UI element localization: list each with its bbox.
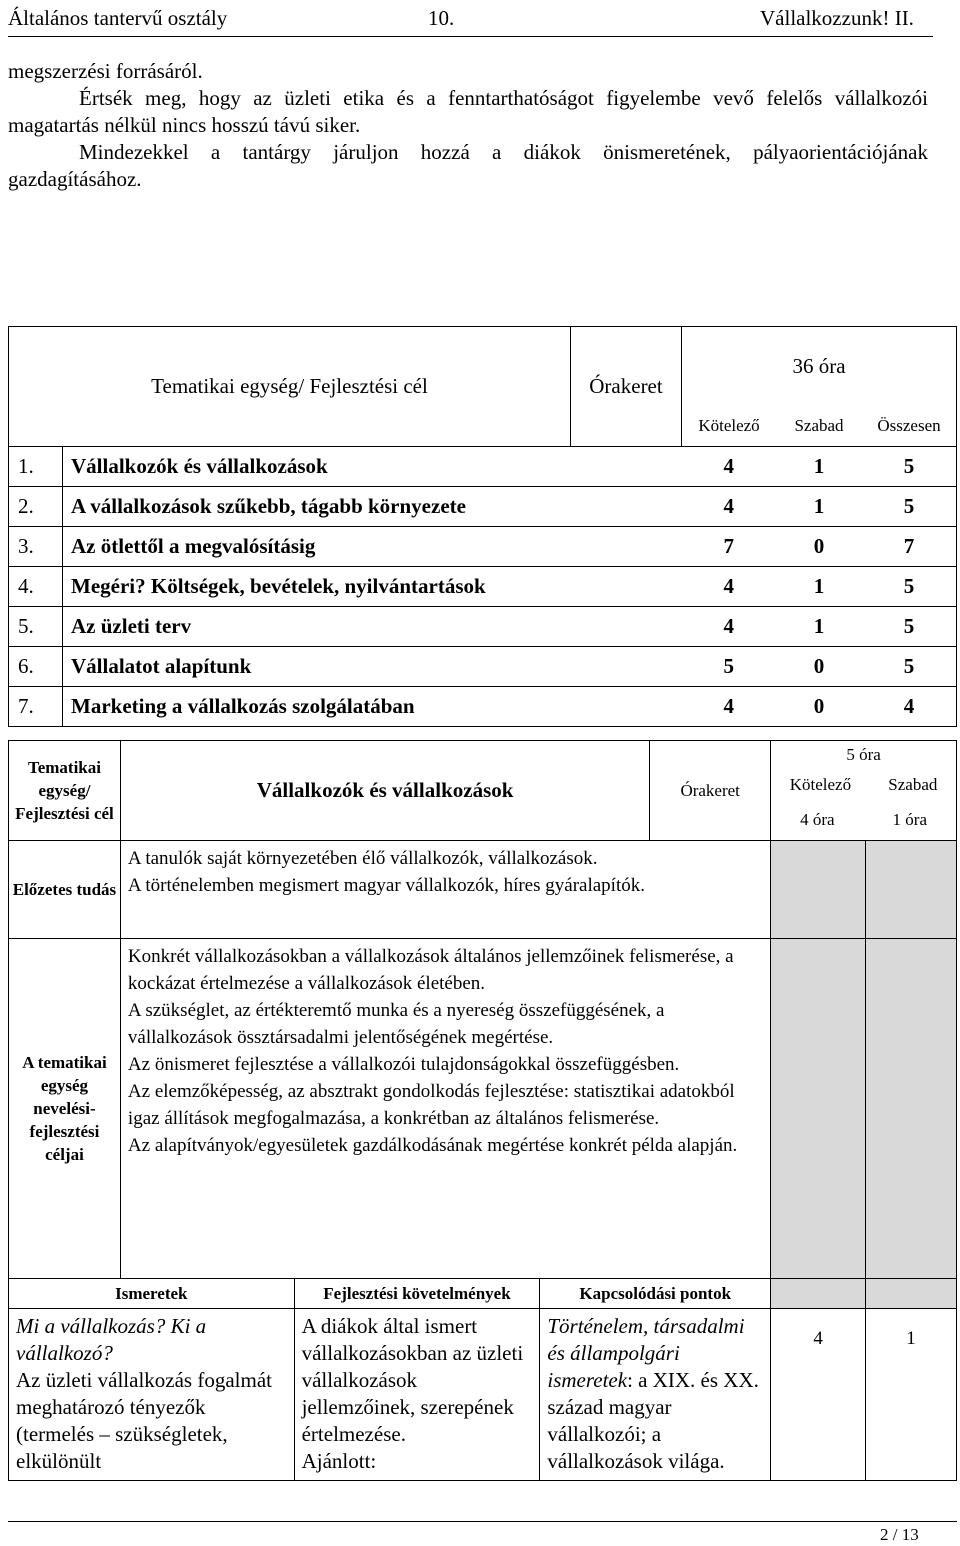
label-hours: Órakeret [650,741,771,841]
table-row [9,606,957,646]
table-row [9,486,957,526]
detail-table [8,740,957,1481]
connections-cell [540,1309,771,1481]
requirements-recommended: Ajánlott: [301,1449,377,1473]
goal-line: Az önismeret fejlesztése a vállalkozói tulajdonságokkal összefüggésben. [127,1054,680,1075]
gray-cell [771,939,866,1279]
connections-subject: Történelem, társadalmi és állampolgári ismeretek [547,1314,745,1392]
row-free: 1 [776,446,862,486]
intro-paragraph: Értsék meg, hogy az üzleti etika és a fenntarthatóságot figyelembe vevő felelős vállalkozói magatartás nélkül nincs hosszú távú siker. [8,86,928,137]
subhead-requirements: Fejlesztési követelmények [294,1279,540,1309]
summary-header-hours: Órakeret [571,327,682,447]
row-mandatory: 4 [682,486,777,526]
row-free: 0 [776,526,862,566]
requirements-cell [294,1309,540,1481]
row-free: 0 [776,686,862,726]
row-title: A vállalkozások szűkebb, tágabb környezete [63,486,682,526]
label-free: Szabad [888,775,938,794]
row-mandatory: 4 [682,446,777,486]
label-goals: A tematikai egység nevelési-fejlesztési céljai [9,939,121,1279]
table-row [9,566,957,606]
footer-divider [8,1521,957,1522]
table-row [9,686,957,726]
row-number: 3. [9,526,63,566]
header-subject: Vállalkozzunk! II. [760,6,914,30]
row-free: 1 [776,486,862,526]
goal-line: A szükséglet, az értékteremtő munka és a nyereség összefüggésének, a vállalkozások össztársadalmi jelentőségének megértése. [127,1000,665,1048]
knowledge-question: Mi a vállalkozás? Ki a vállalkozó? [16,1314,207,1365]
page-number: 2 / 13 [880,1525,919,1544]
row-total: 5 [862,486,957,526]
intro-text [8,58,928,193]
summary-header-theme: Tematikai egység/ Fejlesztési cél [9,327,571,447]
row-title: Vállalkozók és vállalkozások [63,446,682,486]
row-hours-mandatory: 4 [771,1309,866,1481]
prior-line: A tanulók saját környezetében élő vállalkozók, vállalkozások. [127,848,598,869]
row-total: 7 [862,526,957,566]
row-total: 5 [862,606,957,646]
goal-line: Konkrét vállalkozásokban a vállalkozások általános jellemzőinek felismerése, a kockázat értelmezése a vállalkozások életében. [127,946,734,994]
subhead-connections: Kapcsolódási pontok [540,1279,771,1309]
row-title [63,566,682,606]
intro-paragraph: Mindezekkel a tantárgy járuljon hozzá a diákok önismeretének, pályaorientációjának gazdagításához. [8,140,928,191]
row-free: 0 [776,646,862,686]
hours-box [771,741,957,841]
gray-cell [866,1279,957,1309]
summary-header-free: Szabad [776,407,862,447]
label-theme: Tematikai egység/ Fejlesztési cél [9,741,121,841]
row-free: 1 [776,566,862,606]
summary-header-mandatory: Kötelező [682,407,777,447]
gray-cell [866,841,957,939]
row-mandatory: 7 [682,526,777,566]
row-total: 5 [862,566,957,606]
row-mandatory: 4 [682,686,777,726]
label-prior-knowledge: Előzetes tudás [9,841,121,939]
gray-cell [771,841,866,939]
row-mandatory: 5 [682,646,777,686]
table-row [9,646,957,686]
hours-free: 1 óra [892,810,928,829]
row-free: 1 [776,606,862,646]
row-title: Vállalatot alapítunk [63,646,682,686]
subhead-knowledge: Ismeretek [9,1279,295,1309]
connections-text: : a XIX. és XX. század magyar vállalkozói; a vállalkozások világa. [547,1368,759,1473]
row-number: 1. [9,446,63,486]
row-hours-free: 1 [866,1309,957,1481]
table-row [9,526,957,566]
header-divider [8,36,933,37]
gray-cell [771,1279,866,1309]
row-title-text: Költségek, bevételek, nyilvántartások [150,573,486,598]
table-row [9,446,957,486]
requirements-text: A diákok által ismert vállalkozásokban az üzleti vállalkozások jellemzőinek, szerepének értelmezése. [301,1314,524,1446]
theme-title: Vállalkozók és vállalkozások [120,741,649,841]
page-header [8,6,933,32]
summary-header-total: 36 óra [682,327,957,407]
row-title: Az ötlettől a megvalósításig [63,526,682,566]
gray-cell [866,939,957,1279]
row-total: 4 [862,686,957,726]
intro-paragraph: megszerzési forrásáról. [8,59,203,83]
row-mandatory: 4 [682,606,777,646]
row-number: 5. [9,606,63,646]
row-number: 2. [9,486,63,526]
knowledge-cell [9,1309,295,1481]
goal-line: Az alapítványok/egyesületek gazdálkodásának megértése konkrét példa alapján. [127,1135,738,1156]
goals [120,939,770,1279]
goal-line: Az elemzőképesség, az absztrakt gondolkodás fejlesztése: statisztikai adatokból igaz állítások megfogalmazása, a konkrétban az általános felismerése. [127,1081,735,1129]
prior-knowledge [120,841,770,939]
row-title: Az üzleti terv [63,606,682,646]
knowledge-text: Az üzleti vállalkozás fogalmát meghatározó tényezők (termelés – szükségletek, elkülönült [16,1368,272,1473]
label-mandatory: Kötelező [789,775,852,794]
row-title: Marketing a vállalkozás szolgálatában [63,686,682,726]
header-course: Általános tantervű osztály [8,6,228,30]
summary-header-sum: Összesen [862,407,957,447]
row-total: 5 [862,446,957,486]
row-number: 6. [9,646,63,686]
row-title-prefix: Megéri? [71,573,146,598]
summary-table [8,326,957,727]
prior-line: A történelemben megismert magyar vállalkozók, híres gyáralapítók. [127,875,645,896]
row-number: 4. [9,566,63,606]
header-grade: 10. [428,6,455,30]
row-number: 7. [9,686,63,726]
row-total: 5 [862,646,957,686]
hours-total: 5 óra [846,745,881,764]
hours-mandatory: 4 óra [800,810,835,829]
row-mandatory: 4 [682,566,777,606]
